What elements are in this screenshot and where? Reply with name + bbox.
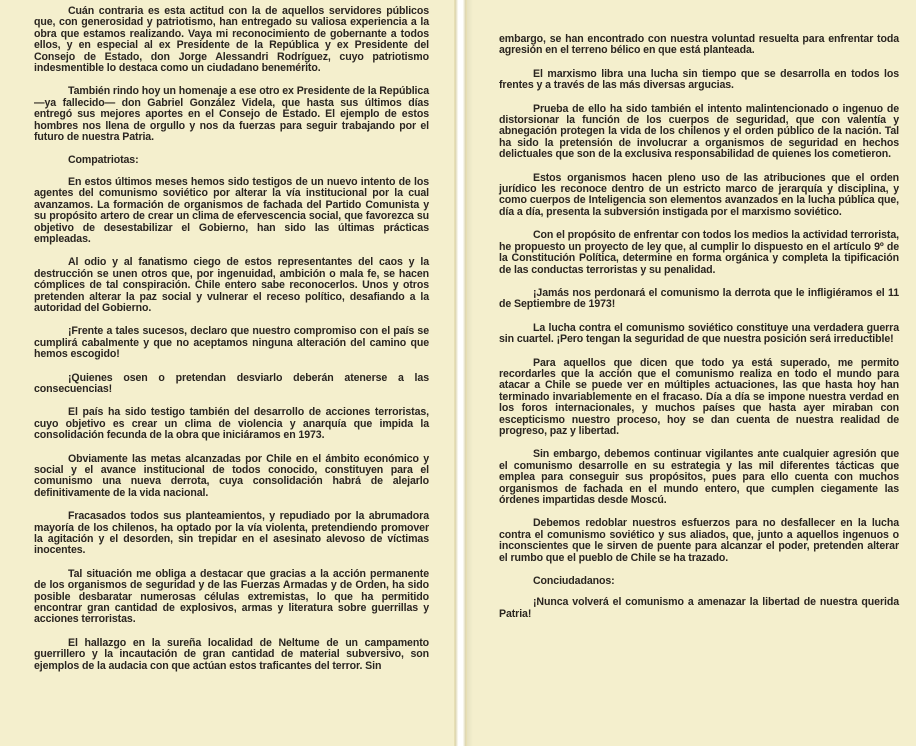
left-page-text-column	[34, 0, 429, 684]
paragraph: ¡Quienes osen o pretendan desviarlo deberán atenerse a las consecuencias!	[34, 371, 429, 395]
paragraph: Fracasados todos sus planteamientos, y repudiado por la abrumadora mayoría de los chilenos, ha optado por la vía violenta, pretendiendo promover la agitación y el desorden, sin trepidar en el asesinato alevoso de víctimas inocentes.	[34, 510, 429, 557]
paragraph: Sin embargo, debemos continuar vigilantes ante cualquier agresión que el comunismo desarrolle en su estrategia y las mil diferentes tácticas que emplea para conseguir sus propósitos, pues para ello cuenta con muchos organismos de fachada en el mundo entero, que cumplen ciegamente las órdenes impartidas desde Moscú.	[499, 448, 899, 506]
salutation-heading: Compatriotas:	[68, 154, 139, 167]
paragraph: Estos organismos hacen pleno uso de las atribuciones que el orden jurídico les reconoce dentro de un estricto marco de jerarquía y disciplina, y como cuerpos de Inteligencia son elementos avanzados en la lucha pública que, día a día, presenta la subversión instigada por el marxismo soviético.	[499, 171, 899, 218]
paragraph: Para aquellos que dicen que todo ya está superado, me permito recordarles que la acción que el comunismo realiza en todo el mundo para atacar a Chile se puede ver en múltiples actuaciones, las que hasta hoy han terminado invariablemente en el fracaso. Día a día se impone nuestra verdad en los foros internacionales, y muchos países que hasta ayer miraban con escepticismo nuestro proceso, hoy se dan cuenta de nuestra realidad de progreso, paz y libertad.	[499, 356, 899, 437]
paragraph: Cuán contraria es esta actitud con la de aquellos servidores públicos que, con generosidad y patriotismo, han entregado su valiosa experiencia a la obra que estamos realizando. Vaya mi reconocimiento de gobernante a todos ellos, y en especial al ex Presidente de la República y ex Presidente del Consejo de Estado, don Jorge Alessandri Rodríguez, cuyo patriotismo indesmentible lo destaca como un ciudadano benemérito.	[34, 5, 429, 75]
paragraph: ¡Frente a tales sucesos, declaro que nuestro compromiso con el país se cumplirá cabalmente y que no aceptamos ninguna alteración del camino que hemos escogido!	[34, 325, 429, 361]
paragraph: Al odio y al fanatismo ciego de estos representantes del caos y la destrucción se unen otros que, por ingenuidad, ambición o mala fe, se hacen cómplices de tal conspiración. Chile entero sabe reconocerlos. Unos y otros pretenden alterar la paz social y vulnerar el receso político, desafiando a la autoridad del Gobierno.	[34, 256, 429, 314]
paragraph: El país ha sido testigo también del desarrollo de acciones terroristas, cuyo objetivo es crear un clima de violencia y anarquía que impida la consolidación fecunda de la obra que iniciáramos en 1973.	[34, 406, 429, 442]
salutation-heading: Conciudadanos:	[533, 575, 615, 588]
paragraph: El marxismo libra una lucha sin tiempo que se desarrolla en todos los frentes y a través de las más diversas argucias.	[499, 67, 899, 92]
paragraph: En estos últimos meses hemos sido testigos de un nuevo intento de los agentes del comunismo soviético por alterar la vía institucional por la cual avanzamos. La formación de organismos de fachada del Partido Comunista y su propósito artero de crear un clima de efervescencia social, que favorezca su objetivo de desestabilizar el Gobierno, han sido las últimas prácticas empleadas.	[34, 175, 429, 245]
paragraph: También rindo hoy un homenaje a ese otro ex Presidente de la República —ya fallecido— don Gabriel González Videla, que hasta sus últimos días entregó sus mejores aportes en el Consejo de Estado. El ejemplo de estos hombres nos llena de orgullo y nos da fuerzas para seguir trabajando por el futuro de nuestra Patria.	[34, 85, 429, 144]
paragraph: Prueba de ello ha sido también el intento malintencionado o ingenuo de distorsionar la función de los cuerpos de seguridad, que con valentía y abnegación protegen la vida de los chilenos y el orden público de la nación. Tal ha sido la pretensión de involucrar a organismos de seguridad en hechos delictuales que son de la exclusiva responsabilidad de quienes los cometieron.	[499, 102, 899, 161]
paragraph: embargo, se han encontrado con nuestra voluntad resuelta para enfrentar toda agresión en el terreno bélico en que está planteada.	[499, 33, 899, 57]
paragraph: ¡Jamás nos perdonará el comunismo la derrota que le infligiéramos el 11 de Septiembre de 1973!	[499, 286, 899, 311]
closing-paragraph: ¡Nunca volverá el comunismo a amenazar la libertad de nuestra querida Patria!	[499, 596, 899, 620]
left-page	[0, 0, 455, 746]
page-edge-shadow	[467, 0, 473, 746]
paragraph: Con el propósito de enfrentar con todos los medios la actividad terrorista, he propuesto un proyecto de ley que, al cumplir lo dispuesto en el artículo 9º de la Constitución Política, determine en forma orgánica y completa la tipificación de las conductas terroristas y su penalidad.	[499, 229, 899, 276]
paragraph: El hallazgo en la sureña localidad de Neltume de un campamento guerrillero y la incautación de gran cantidad de material subversivo, son ejemplos de la audacia con que actúan estos traficantes del terror. Sin	[34, 636, 429, 672]
right-page	[466, 0, 916, 746]
paragraph: Tal situación me obliga a destacar que gracias a la acción permanente de los organismos de seguridad y de las Fuerzas Armadas y de Orden, ha sido posible desbaratar numerosas células extremistas, lo que ha permitido encontrar gran cantidad de explosivos, armas y literatura sobre guerrillas y acciones terroristas.	[34, 567, 429, 626]
book-gutter	[455, 0, 466, 746]
right-page-text-column	[499, 0, 899, 632]
paragraph: Obviamente las metas alcanzadas por Chile en el ámbito económico y social y el avance institucional de todos conocido, constituyen para el comunismo una nueva derrota, cuya consolidación habrá de alejarlo definitivamente de la vida nacional.	[34, 452, 429, 499]
paragraph: Debemos redoblar nuestros esfuerzos para no desfallecer en la lucha contra el comunismo soviético y sus aliados, que, junto a aquellos ingenuos o inconscientes que le sirven de puente para alcanzar el poder, pretenden alterar el rumbo que el pueblo de Chile se ha trazado.	[499, 517, 899, 564]
paragraph: La lucha contra el comunismo soviético constituye una verdadera guerra sin cuartel. ¡Pero tengan la seguridad de que nuestra posición será irreductible!	[499, 321, 899, 346]
